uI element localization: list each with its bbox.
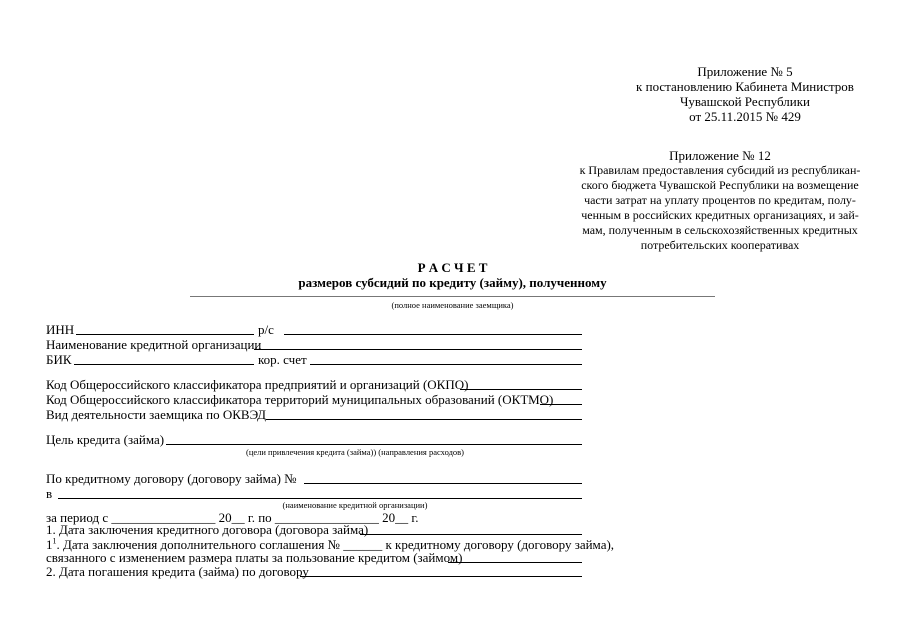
appendix12-line1: Приложение № 12: [669, 148, 771, 163]
appendix5-line3: Чувашской Республики: [679, 94, 811, 109]
appendix12-line2: к Правилам предоставления субсидий из республикан-: [579, 163, 861, 177]
appendix12-line6: мам, полученным в сельскохозяйственных кредитных: [582, 223, 858, 237]
appendix5-line4: от 25.11.2015 № 429: [689, 109, 801, 124]
oktmo-label: Код Общероссийского классификатора территорий муниципальных образований (ОКТМО): [46, 392, 554, 407]
inn-label: ИНН: [46, 322, 75, 337]
oktmo-field[interactable]: [540, 404, 582, 405]
item1-1-continuation: связанного с изменением размера платы за пользование кредитом (займом): [46, 550, 463, 565]
contract-number-field[interactable]: [304, 483, 582, 484]
okved-label: Вид деятельности заемщика по ОКВЭД: [46, 407, 266, 422]
in-label: в: [46, 486, 53, 501]
appendix12-line5: ченным в российских кредитных организациях, и зай-: [581, 208, 859, 222]
borrower-caption: (полное наименование заемщика): [391, 300, 514, 310]
appendix12-line3: ского бюджета Чувашской Республики на возмещение: [581, 178, 859, 192]
item1-1-sup: 1: [52, 536, 57, 546]
item1-1-field[interactable]: [448, 562, 582, 563]
inn-field[interactable]: [76, 334, 254, 335]
bank-caption: (наименование кредитной организации): [282, 500, 428, 510]
item2-label: 2. Дата погашения кредита (займа) по договору: [46, 564, 309, 579]
contract-label: По кредитному договору (договору займа) №: [46, 471, 297, 486]
appendix5-line1: Приложение № 5: [697, 64, 793, 79]
bank-name-field[interactable]: [254, 349, 582, 350]
okved-field[interactable]: [266, 419, 582, 420]
bik-label: БИК: [46, 352, 72, 367]
appendix12-line4: части затрат на уплату процентов по кредитам, полу-: [584, 193, 856, 207]
bank-field[interactable]: [58, 498, 582, 499]
appendix5-line2: к постановлению Кабинета Министров: [636, 79, 854, 94]
item2-field[interactable]: [300, 576, 582, 577]
loan-purpose-caption: (цели привлечения кредита (займа)) (направления расходов): [245, 447, 464, 457]
kor-schet-label: кор. счет: [258, 352, 307, 367]
item1-1-text: . Дата заключения дополнительного соглашения № ______ к кредитному договору (договору займа),: [56, 537, 615, 552]
item1-field[interactable]: [360, 534, 582, 535]
item1-label: 1. Дата заключения кредитного договора (договора займа): [46, 522, 369, 537]
document-title: Р А С Ч Е Т: [417, 260, 488, 275]
rs-label: р/с: [258, 322, 274, 337]
appendix12-line7: потребительских кооперативах: [640, 238, 800, 252]
period-line: за период с ________________ 20__ г. по ________________ 20__ г.: [46, 510, 419, 525]
loan-purpose-label: Цель кредита (займа): [46, 432, 165, 447]
okpo-label: Код Общероссийского классификатора предприятий и организаций (ОКПО): [46, 377, 469, 392]
borrower-name-line[interactable]: [190, 296, 715, 297]
item1-1-number: 1: [46, 537, 53, 552]
bank-name-label: Наименование кредитной организации: [46, 337, 262, 352]
bik-field[interactable]: [74, 364, 254, 365]
okpo-field[interactable]: [460, 389, 582, 390]
rs-field[interactable]: [284, 334, 582, 335]
loan-purpose-field[interactable]: [166, 444, 582, 445]
document-subtitle: размеров субсидий по кредиту (займу), полученному: [298, 275, 607, 290]
kor-schet-field[interactable]: [310, 364, 582, 365]
